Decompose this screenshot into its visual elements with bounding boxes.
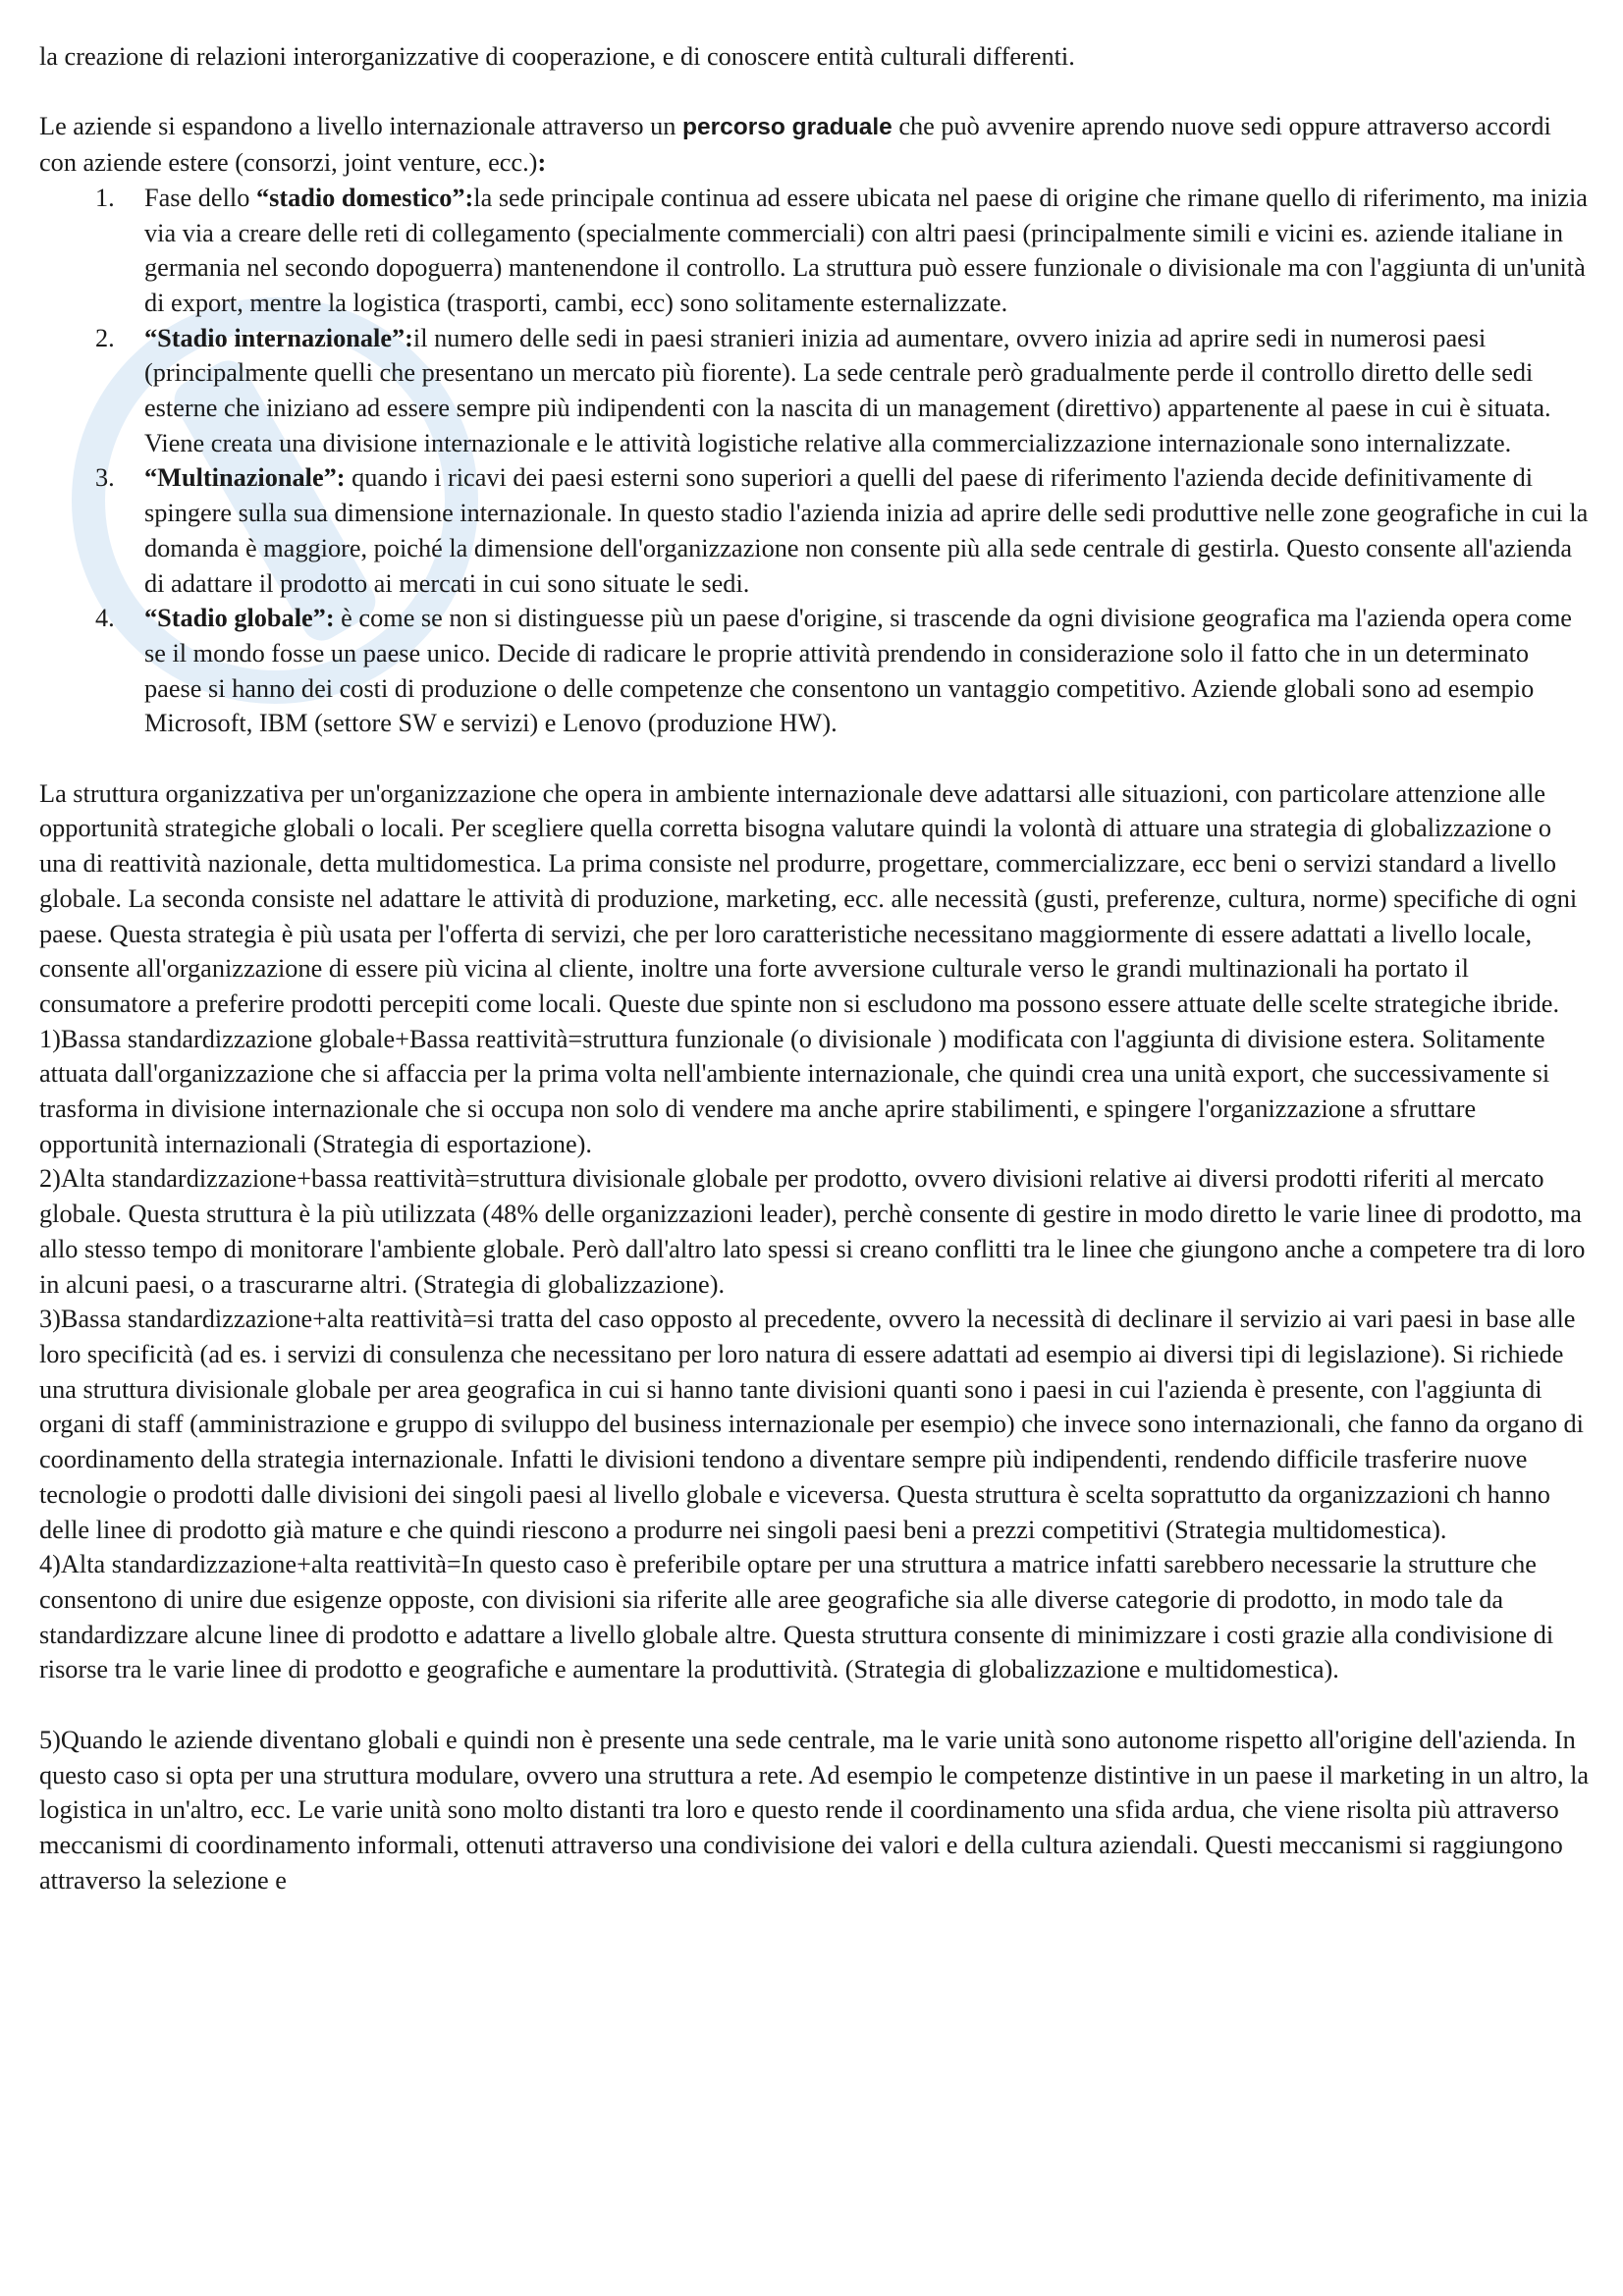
growth-bold-term: percorso graduale	[681, 114, 893, 141]
list-item	[39, 601, 1591, 741]
list-item-number: 2.	[95, 323, 115, 352]
paragraph-structure: La struttura organizzativa per un'organizzazione che opera in ambiente internazionale deve adattarsi alle situazioni, con particolare attenzione alle opportunità strategiche globali o locali. Per scegliere quella corretta bisogna valutare quindi la volontà di attuare una strategia di globalizzazione o una di reattività nazionale, detta multidomestica. La prima consiste nel produrre, progettare, commercializzare, ecc beni o servizi standard a livello globale. La seconda consiste nel adattare le attività di produzione, marketing, ecc. alle necessità (gusti, preferenze, cultura, norme) specifiche di ogni paese. Questa strategia è più usata per l'offerta di servizi, che per loro caratteristiche necessitano maggiormente di essere adattati a livello locale, consente all'organizzazione di essere più vicina al cliente, inoltre una forte avversione culturale verso le grandi multinazionali ha portato il consumatore a preferire prodotti percepiti come locali. Queste due spinte non si escludono ma possono essere attuate delle scelte strategiche ibride.	[39, 778, 1578, 1018]
case-4: 4)Alta standardizzazione+alta reattività=In questo caso è preferibile optare per una struttura a matrice infatti sarebbero necessarie la strutture che consentono di unire due esigenze opposte, con divisioni sia riferite alle aree geografiche sia alle diverse categorie di prodotto, in modo tale da standardizzare alcune linee di prodotto e adattare a livello globale altre. Questa struttura consente di minimizzare i costi grazie alla condivisione di risorse tra le varie linee di prodotto e geografiche e aumentare la produttività. (Strategia di globalizzazione e multidomestica).	[39, 1550, 1554, 1684]
case-3: 3)Bassa standardizzazione+alta reattività=si tratta del caso opposto al precedente, ovvero la necessità di declinare il servizio ai vari paesi in base alle loro specificità (ad es. i servizi di consulenza che necessitano per loro natura di essere adattati ad esempio ai diversi tipi di legislazione). Si richiede una struttura divisionale globale per area geografica in cui si hanno tante divisioni quanti sono i paesi in cui l'azienda è presente, con l'aggiunta di organi di staff (amministrazione e gruppo di sviluppo del business internazionale per esempio) che invece sono internazionali, che fanno da organo di coordinamento della strategia internazionale. Infatti le divisioni tendono a diventare sempre più indipendenti, rendendo difficile trasferire nuove tecnologie o prodotti dalle divisioni dei singoli paesi al livello globale e viceversa. Questa struttura è scelta soprattutto da organizzazioni ch hanno delle linee di prodotto già mature e che quindi riescono a produrre nei singoli paesi beni a prezzi competitivi (Strategia multidomestica).	[39, 1305, 1584, 1544]
intro-line: la creazione di relazioni interorganizzative di cooperazione, e di conoscere entità culturali differenti.	[39, 42, 1075, 71]
list-item	[39, 460, 1591, 601]
stage-text: il numero delle sedi in paesi stranieri inizia ad aumentare, ovvero inizia ad aprire sedi in numerosi paesi (principalmente quelli che presentano un mercato più fiorente). La sede centrale però gradualmente perde il controllo diretto delle sedi esterne che iniziano ad essere sempre più indipendenti con la nascita di un management (direttivo) appartenente al paese in cui è situata. Viene creata una divisione internazionale e le attività logistiche relative alla commercializzazione internazionale sono internalizzate.	[144, 323, 1551, 457]
stage-title: “Stadio globale”:	[144, 604, 335, 633]
stage-prefix: Fase dello	[144, 183, 256, 212]
case-5: 5)Quando le aziende diventano globali e quindi non è presente una sede centrale, ma le varie unità sono autonome rispetto all'origine dell'azienda. In questo caso si opta per una struttura modulare, ovvero una struttura a rete. Ad esempio le competenze distintive in un paese il marketing in un altro, la logistica in un'altro, ecc. Le varie unità sono molto distanti tra loro e questo rende il coordinamento una sfida ardua, che viene risolta più attraverso meccanismi di coordinamento informali, ottenuti attraverso una condivisione dei valori e della cultura aziendali. Questi meccanismi si raggiungono attraverso la selezione e	[39, 1726, 1590, 1895]
stage-text: quando i ricavi dei paesi esterni sono superiori a quelli del paese di riferimento l'azienda decide definitivamente di spingere sulla sua dimensione internazionale. In questo stadio l'azienda inizia ad aprire delle sedi produttive nelle zone geografiche in cui la domanda è maggiore, poiché la dimensione dell'organizzazione non consente più alla sede centrale di gestirla. Questo consente all'azienda di adattare il prodotto ai mercati in cui sono situate le sedi.	[144, 463, 1589, 598]
stage-text: è come se non si distinguesse più un paese d'origine, si trascende da ogni divisione geografica ma l'azienda opera come se il mondo fosse un paese unico. Decide di radicare le proprie attività prendendo in considerazione solo il fatto che in un determinato paese si hanno dei costi di produzione o delle competenze che consentono un vantaggio competitivo. Aziende globali sono ad esempio Microsoft, IBM (settore SW e servizi) e Lenovo (produzione HW).	[144, 604, 1572, 738]
growth-text-after: che può avvenire aprendo nuove sedi oppure attraverso accordi con aziende estere (consorzi, joint venture, ecc.)	[39, 112, 1551, 178]
case-1: 1)Bassa standardizzazione globale+Bassa reattività=struttura funzionale (o divisionale ) modificata con l'aggiunta di divisione estera. Solitamente attuata dall'organizzazione che si affaccia per la prima volta nell'ambiente internazionale, che quindi crea una unità export, che successivamente si trasforma in divisione internazionale che si occupa non solo di vendere ma anche aprire stabilimenti, e spingere l'organizzazione a sfruttare opportunità internazionali (Strategia di esportazione).	[39, 1024, 1550, 1158]
list-item-number: 1.	[95, 183, 115, 212]
stage-text: la sede principale continua ad essere ubicata nel paese di origine che rimane quello di riferimento, ma inizia via via a creare delle reti di collegamento (specialmente commerciali) con altri paesi (principalmente simili e vicini es. aziende italiane in germania nel secondo dopoguerra) mantenendone il controllo. La struttura può essere funzionale o divisionale ma con l'aggiunta di un'unità di export, mentre la logistica (trasporti, cambi, ecc) sono solitamente esternalizzate.	[144, 183, 1588, 317]
list-item-number: 4.	[95, 604, 115, 633]
case-2: 2)Alta standardizzazione+bassa reattività=struttura divisionale globale per prodotto, ovvero divisioni relative ai diversi prodotti riferiti al mercato globale. Questa struttura è la più utilizzata (48% delle organizzazioni leader), perchè consente di gestire in modo diretto le varie linee di prodotto, ma allo stesso tempo di monitorare l'ambiente globale. Però dall'altro lato spessi si creano conflitti tra le linee che giungono anche a competere tra di loro in alcuni paesi, o a trascurarne altri. (Strategia di globalizzazione).	[39, 1164, 1586, 1299]
growth-colon: :	[537, 148, 547, 178]
document-page	[39, 39, 1591, 1898]
stage-title: “stadio domestico”:	[255, 183, 474, 212]
list-item-number: 3.	[95, 463, 115, 493]
list-item	[39, 321, 1591, 461]
paragraph-growth	[39, 109, 1591, 180]
stage-title: “Multinazionale”:	[144, 463, 346, 493]
growth-text-before: Le aziende si espandono a livello internazionale attraverso un	[39, 112, 682, 141]
stages-list	[39, 181, 1591, 741]
list-item	[39, 181, 1591, 321]
stage-title: “Stadio internazionale”:	[144, 323, 413, 352]
